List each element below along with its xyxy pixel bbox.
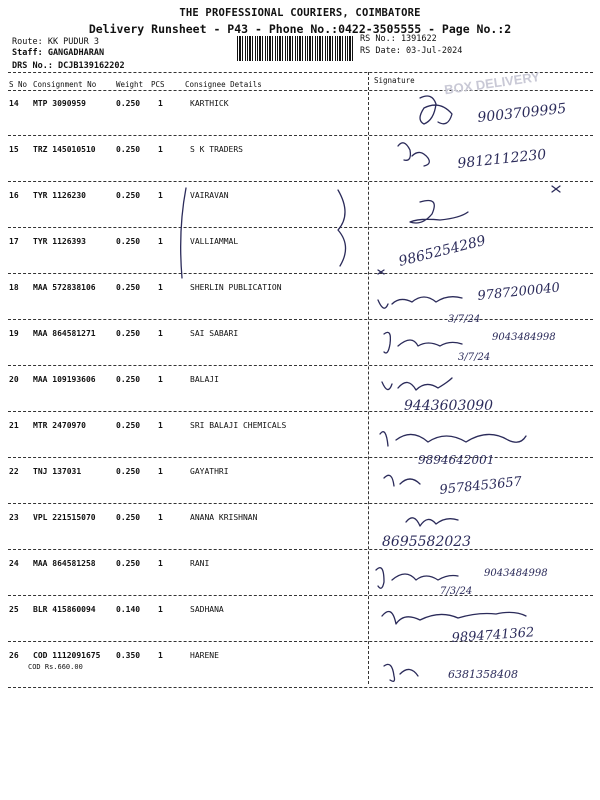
row-consignment: BLR 415860094	[33, 605, 96, 614]
row-sno: 20	[9, 375, 19, 384]
row-weight: 0.250	[116, 329, 141, 338]
row-sno: 14	[9, 99, 19, 108]
row-consignee: VAIRAVAN	[190, 191, 229, 200]
row-sno: 25	[9, 605, 19, 614]
row-weight: 0.250	[116, 237, 141, 246]
row-consignment: TYR 1126230	[33, 191, 86, 200]
row-pcs: 1	[158, 651, 163, 660]
row-consignment: MAA 864581258	[33, 559, 96, 568]
row-pcs: 1	[158, 237, 163, 246]
row-consignee: SADHANA	[190, 605, 224, 614]
row-consignment: MTP 3090959	[33, 99, 86, 108]
row-sno: 15	[9, 145, 19, 154]
date-row-24: 7/3/24	[440, 586, 473, 597]
phone-row-22: 9578453657	[438, 474, 523, 498]
row-weight: 0.140	[116, 605, 141, 614]
row-sno: 18	[9, 283, 19, 292]
date-row-18: 3/7/24	[448, 314, 481, 325]
row-pcs: 1	[158, 329, 163, 338]
row-weight: 0.250	[116, 145, 141, 154]
signature-row-20	[382, 378, 452, 390]
drs-number: DRS No.: DCJB139162202	[12, 61, 125, 71]
row-consignee: SHERLIN PUBLICATION	[190, 283, 282, 292]
row-consignment: MAA 864581271	[33, 329, 96, 338]
phone-row-25: 9894741362	[451, 625, 535, 646]
row-sno: 24	[9, 559, 19, 568]
row-consignment: MTR 2470970	[33, 421, 86, 430]
row-sno: 21	[9, 421, 19, 430]
row-consignee: SAI SABARI	[190, 329, 239, 338]
signature-row-15	[398, 143, 429, 166]
signature-row-22	[384, 475, 420, 486]
row-consignee: GAYATHRI	[190, 467, 229, 476]
signature-row-16	[410, 201, 468, 224]
row-sno: 17	[9, 237, 19, 246]
col-weight: Weight	[116, 80, 144, 89]
row-pcs: 1	[158, 375, 163, 384]
rs-number: RS No.: 1391622	[360, 34, 437, 44]
row-consignee: ANANA KRISHNAN	[190, 513, 258, 522]
col-consignment: Consignment No	[33, 80, 97, 89]
signature-row-18	[378, 297, 462, 309]
row-sno: 23	[9, 513, 19, 522]
phone-row-19: 9043484998	[492, 332, 556, 343]
row-pcs: 1	[158, 467, 163, 476]
row-sno: 16	[9, 191, 19, 200]
row-pcs: 1	[158, 99, 163, 108]
phone-row-18: 9787200040	[476, 280, 561, 304]
row-weight: 0.250	[116, 467, 141, 476]
phone-row-20: 9443603090	[404, 398, 494, 414]
phone-row-21: 9894642001	[418, 453, 495, 467]
phone-row-26: 6381358408	[448, 668, 518, 681]
row-pcs: 1	[158, 559, 163, 568]
signature-row-14	[420, 96, 452, 124]
row-sno: 22	[9, 467, 19, 476]
signature-row-21	[380, 432, 526, 446]
tick-mark	[552, 186, 560, 192]
company-title: THE PROFESSIONAL COURIERS, COIMBATORE	[179, 7, 421, 19]
col-sno: S No	[9, 80, 28, 89]
bracket-right	[338, 190, 346, 266]
signature-row-25	[382, 612, 526, 625]
route-label: Route: KK PUDUR 3	[12, 37, 99, 47]
row-consignment: COD 1112091675	[33, 651, 101, 660]
signature-row-19	[384, 332, 462, 353]
row-consignment: TYR 1126393	[33, 237, 86, 246]
runsheet-subtitle: Delivery Runsheet - P43 - Phone No.:0422-3505555 - Page No.:2	[88, 22, 512, 36]
row-consignment: MAA 572838106	[33, 283, 96, 292]
row-consignment: VPL 221515070	[33, 513, 96, 522]
col-pcs: PCS	[151, 80, 165, 89]
col-consignee: Consignee Details	[185, 80, 262, 89]
staff-label: Staff: GANGADHARAN	[12, 48, 105, 58]
row-consignee: HARENE	[190, 651, 219, 660]
phone-row-15: 9812112230	[456, 146, 548, 172]
row-consignee: BALAJI	[190, 375, 219, 384]
rs-date: RS Date: 03-Jul-2024	[360, 46, 463, 56]
phone-row-23: 8695582023	[382, 534, 472, 550]
tick-mark-2	[378, 270, 384, 274]
row-consignee: SRI BALAJI CHEMICALS	[190, 421, 287, 430]
row-weight: 0.350	[116, 651, 141, 660]
row-pcs: 1	[158, 145, 163, 154]
row-weight: 0.250	[116, 191, 141, 200]
col-signature: Signature	[374, 76, 415, 85]
row-consignee: KARTHICK	[190, 99, 229, 108]
signature-row-23	[406, 518, 458, 526]
date-row-19: 3/7/24	[458, 352, 491, 363]
row-consignment: TRZ 145010510	[33, 145, 96, 154]
row-pcs: 1	[158, 421, 163, 430]
row-sno: 26	[9, 651, 19, 660]
row-weight: 0.250	[116, 375, 141, 384]
row-weight: 0.250	[116, 559, 141, 568]
box-delivery-stamp: BOX DELIVERY	[443, 69, 541, 98]
row-consignment: MAA 109193606	[33, 375, 96, 384]
row-weight: 0.250	[116, 283, 141, 292]
row-sno: 19	[9, 329, 19, 338]
row-consignee: S K TRADERS	[190, 145, 243, 154]
row-consignee: RANI	[190, 559, 210, 568]
signature-row-26	[384, 664, 418, 681]
row-weight: 0.250	[116, 99, 141, 108]
phone-row-14: 9003709995	[476, 100, 568, 126]
row-pcs: 1	[158, 191, 163, 200]
row-weight: 0.250	[116, 421, 141, 430]
bracket-left	[181, 188, 186, 278]
phone-row-17: 9865254289	[397, 232, 488, 270]
cod-amount: COD Rs.660.00	[28, 663, 83, 671]
row-pcs: 1	[158, 283, 163, 292]
row-consignment: TNJ 137031	[33, 467, 82, 476]
row-pcs: 1	[158, 513, 163, 522]
row-weight: 0.250	[116, 513, 141, 522]
row-pcs: 1	[158, 605, 163, 614]
row-consignee: VALLIAMMAL	[190, 237, 239, 246]
phone-row-24: 9043484998	[484, 568, 548, 579]
